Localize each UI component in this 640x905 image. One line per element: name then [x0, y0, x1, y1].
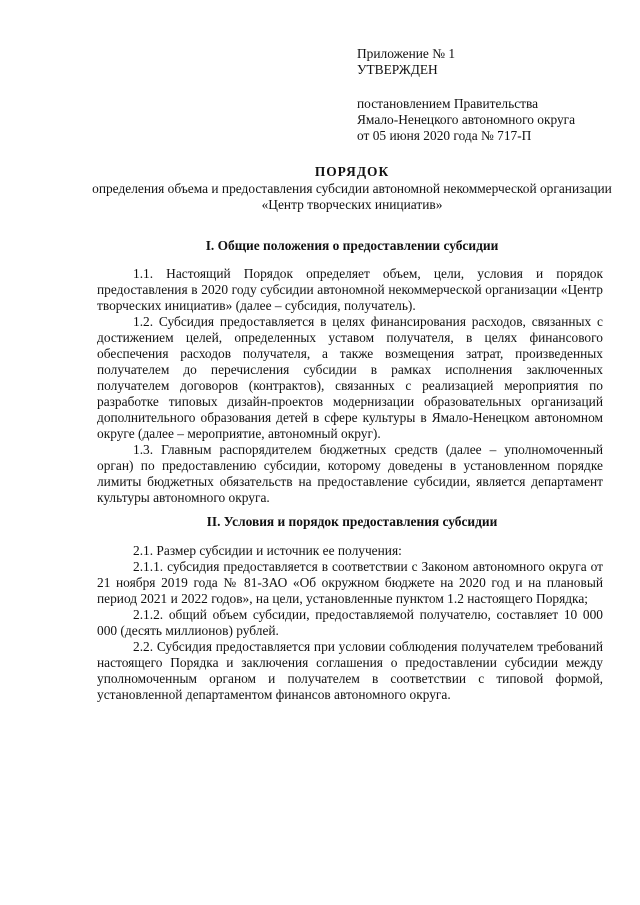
section-1-heading: I. Общие положения о предоставлении субсидии: [205, 238, 499, 253]
document-title-block: [80, 164, 624, 213]
paragraph-1-2: 1.2. Субсидия предоставляется в целях финансирования расходов, связанных с достижением целей, определенных уставом получателя, в целях финансового обеспечения расходов получателя, а также возмещения затрат, произведенных получателем до перечисления субсидии в рамках исполнения заключенных получателем договоров (контрактов), связанных с реализацией мероприятия по разработке типовых дизайн-проектов модернизации образовательных организаций дополнительного образования детей в сфере культуры в Ямало-Ненецком автономном округе (далее – мероприятие, автономный округ).: [97, 314, 603, 441]
resolution-line-1: постановлением Правительства: [357, 96, 539, 111]
approval-stamp: [357, 46, 617, 144]
paragraph-2-1-1: 2.1.1. субсидия предоставляется в соответствии с Законом автономного округа от 21 ноября 2019 года № 81-ЗАО «Об окружном бюджете на 2020 год и на плановый период 2021 и 2022 годов», на цели, установленные пунктом 1.2 настоящего Порядка;: [97, 559, 603, 606]
section-2-body: [97, 543, 603, 703]
document-subtitle: определения объема и предоставления субсидии автономной некоммерческой организации «Центр творческих инициатив»: [92, 181, 612, 212]
approval-spacer: [357, 78, 617, 96]
appendix-number: Приложение № 1: [357, 46, 456, 61]
paragraph-1-3: 1.3. Главным распорядителем бюджетных средств (далее – уполномоченный орган) по предоставлению субсидии, которому доведены в установленном порядке лимиты бюджетных обязательств на предоставление субсидии, является департамент культуры автономного округа.: [97, 442, 603, 505]
paragraph-2-1: 2.1. Размер субсидии и источник ее получения:: [133, 543, 402, 558]
paragraph-1-1: 1.1. Настоящий Порядок определяет объем, цели, условия и порядок предоставления в 2020 году субсидии автономной некоммерческой организации «Центр творческих инициатив» (далее – субсидия, получатель).: [97, 266, 603, 313]
section-2-heading: II. Условия и порядок предоставления субсидии: [206, 514, 498, 529]
resolution-line-2: Ямало-Ненецкого автономного округа: [357, 112, 576, 127]
document-title: ПОРЯДОК: [314, 164, 390, 179]
resolution-line-3: от 05 июня 2020 года № 717-П: [357, 128, 532, 143]
paragraph-2-1-2: 2.1.2. общий объем субсидии, предоставляемой получателю, составляет 10 000 000 (десять миллионов) рублей.: [97, 607, 603, 638]
approved-label: УТВЕРЖДЕН: [357, 62, 438, 77]
paragraph-2-2: 2.2. Субсидия предоставляется при условии соблюдения получателем требований настоящего Порядка и заключения соглашения о предоставлении субсидии между уполномоченным органом и получателем в соответствии с типовой формой, установленной департаментом финансов автономного округа.: [97, 639, 603, 702]
section-1-body: [97, 266, 603, 506]
